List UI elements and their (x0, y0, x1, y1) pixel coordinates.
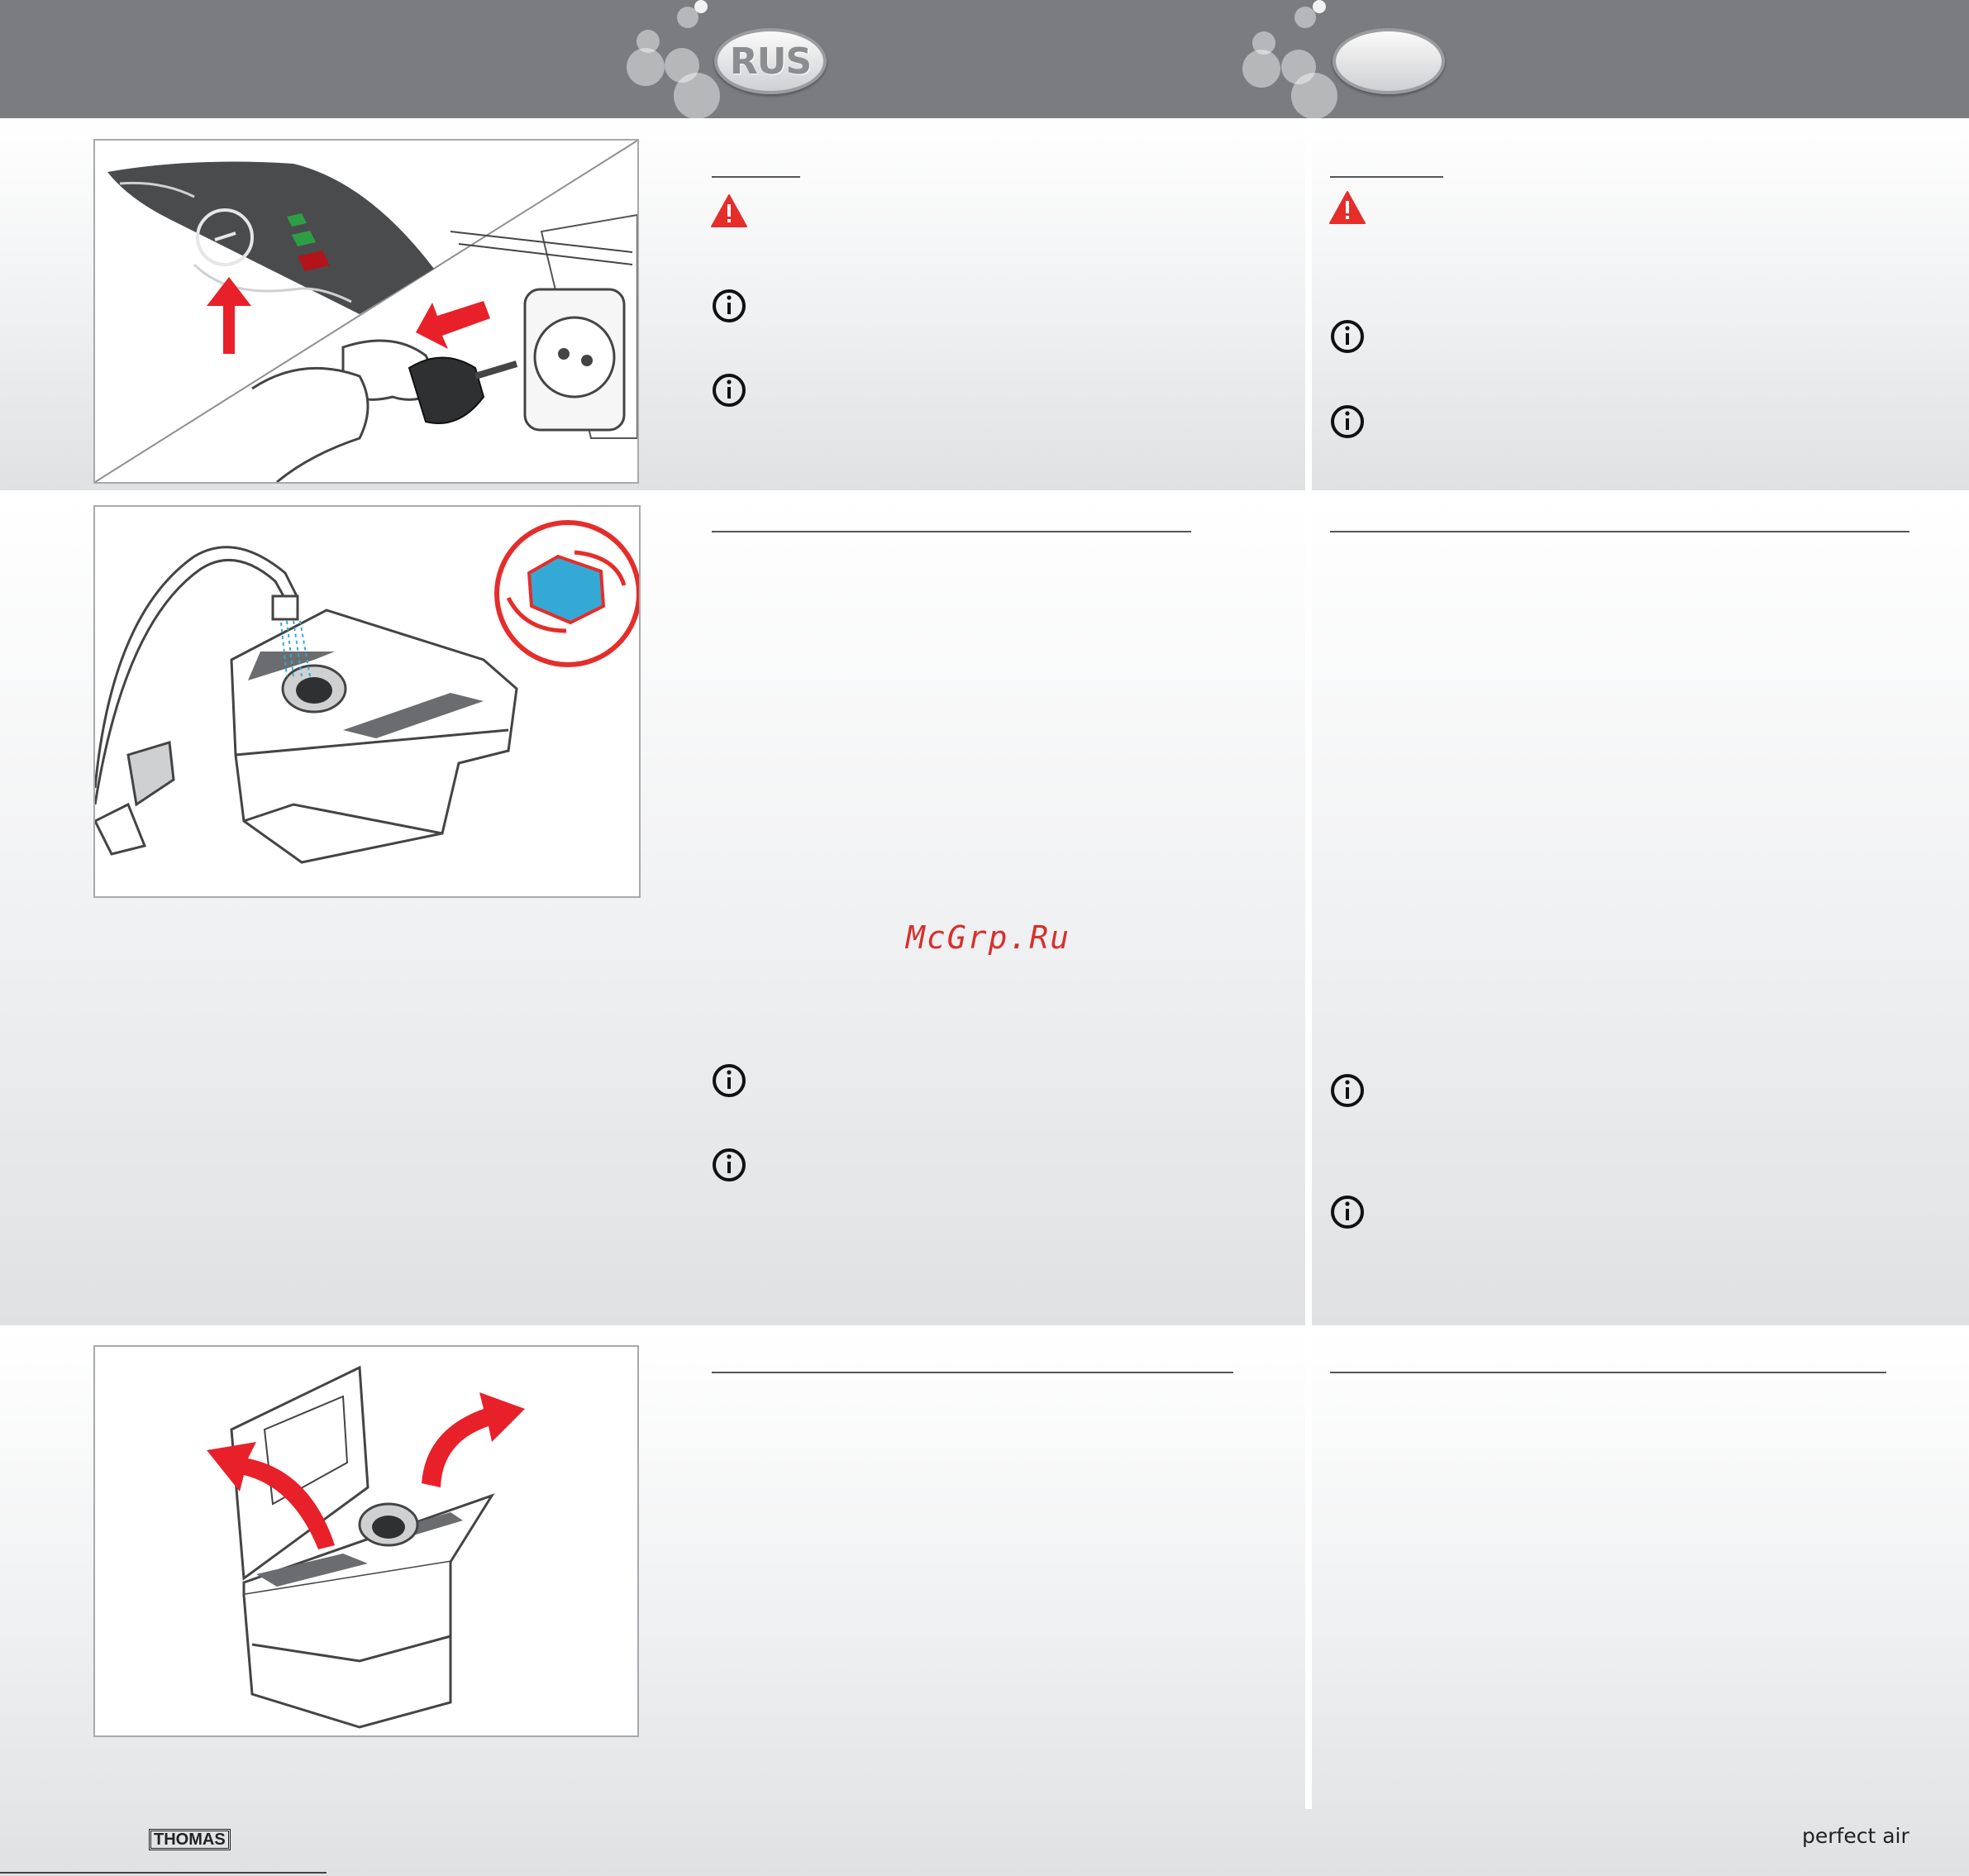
decor-bubble (1313, 0, 1326, 13)
language-badge-blank (1333, 28, 1445, 94)
heading-rule (1330, 1372, 1886, 1373)
info-icon (711, 372, 747, 408)
lift-arrow-icon (422, 1392, 525, 1487)
info-icon (1329, 1072, 1366, 1109)
info-icon (711, 1147, 747, 1183)
decor-bubble (627, 48, 665, 86)
heading-rule (1330, 531, 1909, 532)
decor-bubble (694, 0, 708, 13)
section-gap (0, 1325, 1969, 1332)
left-arrow-icon (416, 301, 490, 349)
figure-open-box (93, 1345, 639, 1737)
info-icon (711, 288, 747, 324)
column-divider (1305, 118, 1312, 1809)
brand-logo: THOMAS (149, 1829, 231, 1850)
warning-icon (1329, 190, 1366, 227)
decor-bubble (636, 30, 660, 53)
info-icon (1329, 403, 1366, 440)
heading-rule (712, 531, 1191, 532)
footer-rule (0, 1872, 327, 1874)
brand-tagline: perfect air (1802, 1824, 1909, 1848)
heading-rule (1330, 176, 1443, 178)
warning-icon (711, 193, 747, 230)
rinse-illustration (95, 507, 639, 896)
decor-bubble (1242, 50, 1280, 88)
page-header (0, 0, 1969, 118)
decor-bubble (674, 73, 720, 119)
unplug-illustration (95, 141, 637, 482)
language-badge-rus (714, 28, 827, 94)
decor-bubble (1252, 31, 1275, 55)
info-icon (711, 1062, 747, 1099)
heading-rule (712, 1372, 1233, 1373)
watermark: McGrp.Ru (906, 919, 1071, 956)
language-code: RUS (729, 40, 812, 83)
open-box-illustration (95, 1347, 637, 1735)
heading-rule (712, 176, 800, 178)
decor-bubble (1291, 73, 1337, 119)
figure-unplug (93, 139, 639, 484)
info-icon (1329, 1194, 1366, 1230)
figure-rinse (93, 505, 641, 898)
section-gap (0, 490, 1969, 497)
info-icon (1329, 318, 1366, 355)
